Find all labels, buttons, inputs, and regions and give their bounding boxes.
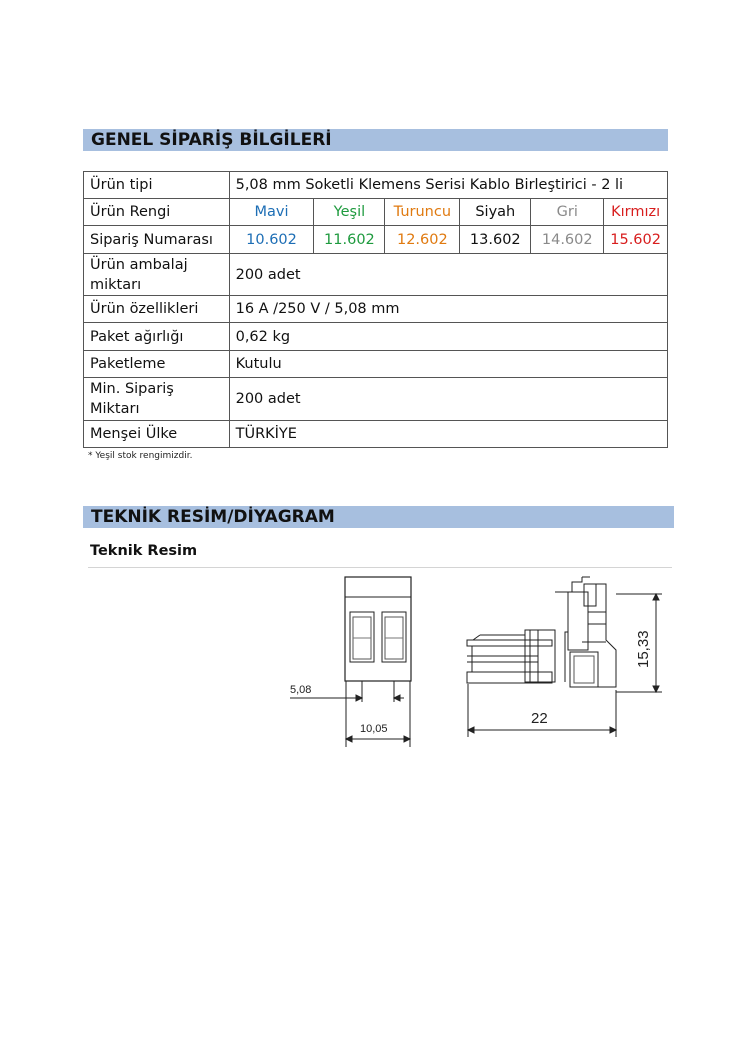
table-row bbox=[84, 323, 668, 351]
value-paket-agirligi: 0,62 kg bbox=[229, 323, 667, 351]
value-ambalaj-miktari: 200 adet bbox=[229, 254, 667, 296]
value-min-siparis: 200 adet bbox=[229, 378, 667, 421]
section-title-genel-siparis: GENEL SİPARİŞ BİLGİLERİ bbox=[83, 129, 668, 151]
order-no-mavi: 10.602 bbox=[229, 226, 314, 254]
table-row bbox=[84, 296, 668, 323]
table-row bbox=[84, 421, 668, 448]
stock-color-note: * Yeşil stok rengimizdir. bbox=[88, 451, 193, 461]
value-mensei-ulke: TÜRKİYE bbox=[229, 421, 667, 448]
label-urun-tipi: Ürün tipi bbox=[84, 172, 230, 199]
technical-drawing bbox=[280, 572, 680, 752]
side-view bbox=[467, 577, 662, 737]
label-mensei-ulke: Menşei Ülke bbox=[84, 421, 230, 448]
label-line: miktarı bbox=[90, 276, 142, 293]
subsection-title: Teknik Resim bbox=[90, 543, 198, 559]
label-line: Miktarı bbox=[90, 401, 140, 417]
divider bbox=[88, 567, 672, 568]
value-paketleme: Kutulu bbox=[229, 351, 667, 378]
color-mavi: Mavi bbox=[229, 199, 314, 226]
color-siyah: Siyah bbox=[460, 199, 531, 226]
label-min-siparis bbox=[84, 378, 230, 421]
order-no-turuncu: 12.602 bbox=[385, 226, 460, 254]
color-yesil: Yeşil bbox=[314, 199, 385, 226]
order-no-yesil: 11.602 bbox=[314, 226, 385, 254]
dim-width-label: 10,05 bbox=[360, 723, 388, 735]
label-line: Min. Sipariş bbox=[90, 381, 174, 397]
order-no-siyah: 13.602 bbox=[460, 226, 531, 254]
label-siparis-numarasi: Sipariş Numarası bbox=[84, 226, 230, 254]
label-line: Ürün ambalaj bbox=[90, 256, 188, 273]
dim-pitch-label: 5,08 bbox=[290, 684, 312, 696]
order-no-kirmizi: 15.602 bbox=[604, 226, 668, 254]
table-row bbox=[84, 172, 668, 199]
dim-height-label: 15,33 bbox=[635, 630, 652, 668]
value-urun-ozellikleri: 16 A /250 V / 5,08 mm bbox=[229, 296, 667, 323]
label-ambalaj-miktari bbox=[84, 254, 230, 296]
order-no-gri: 14.602 bbox=[531, 226, 604, 254]
value-urun-tipi: 5,08 mm Soketli Klemens Serisi Kablo Birleştirici - 2 li bbox=[229, 172, 667, 199]
table-row bbox=[84, 254, 668, 296]
color-turuncu: Turuncu bbox=[385, 199, 460, 226]
table-row bbox=[84, 199, 668, 226]
dim-length-label: 22 bbox=[531, 710, 548, 727]
section-title-teknik-resim: TEKNİK RESİM/DİYAGRAM bbox=[83, 506, 674, 528]
label-urun-rengi: Ürün Rengi bbox=[84, 199, 230, 226]
table-row bbox=[84, 351, 668, 378]
table-row bbox=[84, 378, 668, 421]
label-urun-ozellikleri: Ürün özellikleri bbox=[84, 296, 230, 323]
front-view bbox=[290, 577, 411, 747]
label-paketleme: Paketleme bbox=[84, 351, 230, 378]
label-paket-agirligi: Paket ağırlığı bbox=[84, 323, 230, 351]
order-info-table bbox=[83, 171, 668, 448]
table-row bbox=[84, 226, 668, 254]
color-kirmizi: Kırmızı bbox=[604, 199, 668, 226]
color-gri: Gri bbox=[531, 199, 604, 226]
